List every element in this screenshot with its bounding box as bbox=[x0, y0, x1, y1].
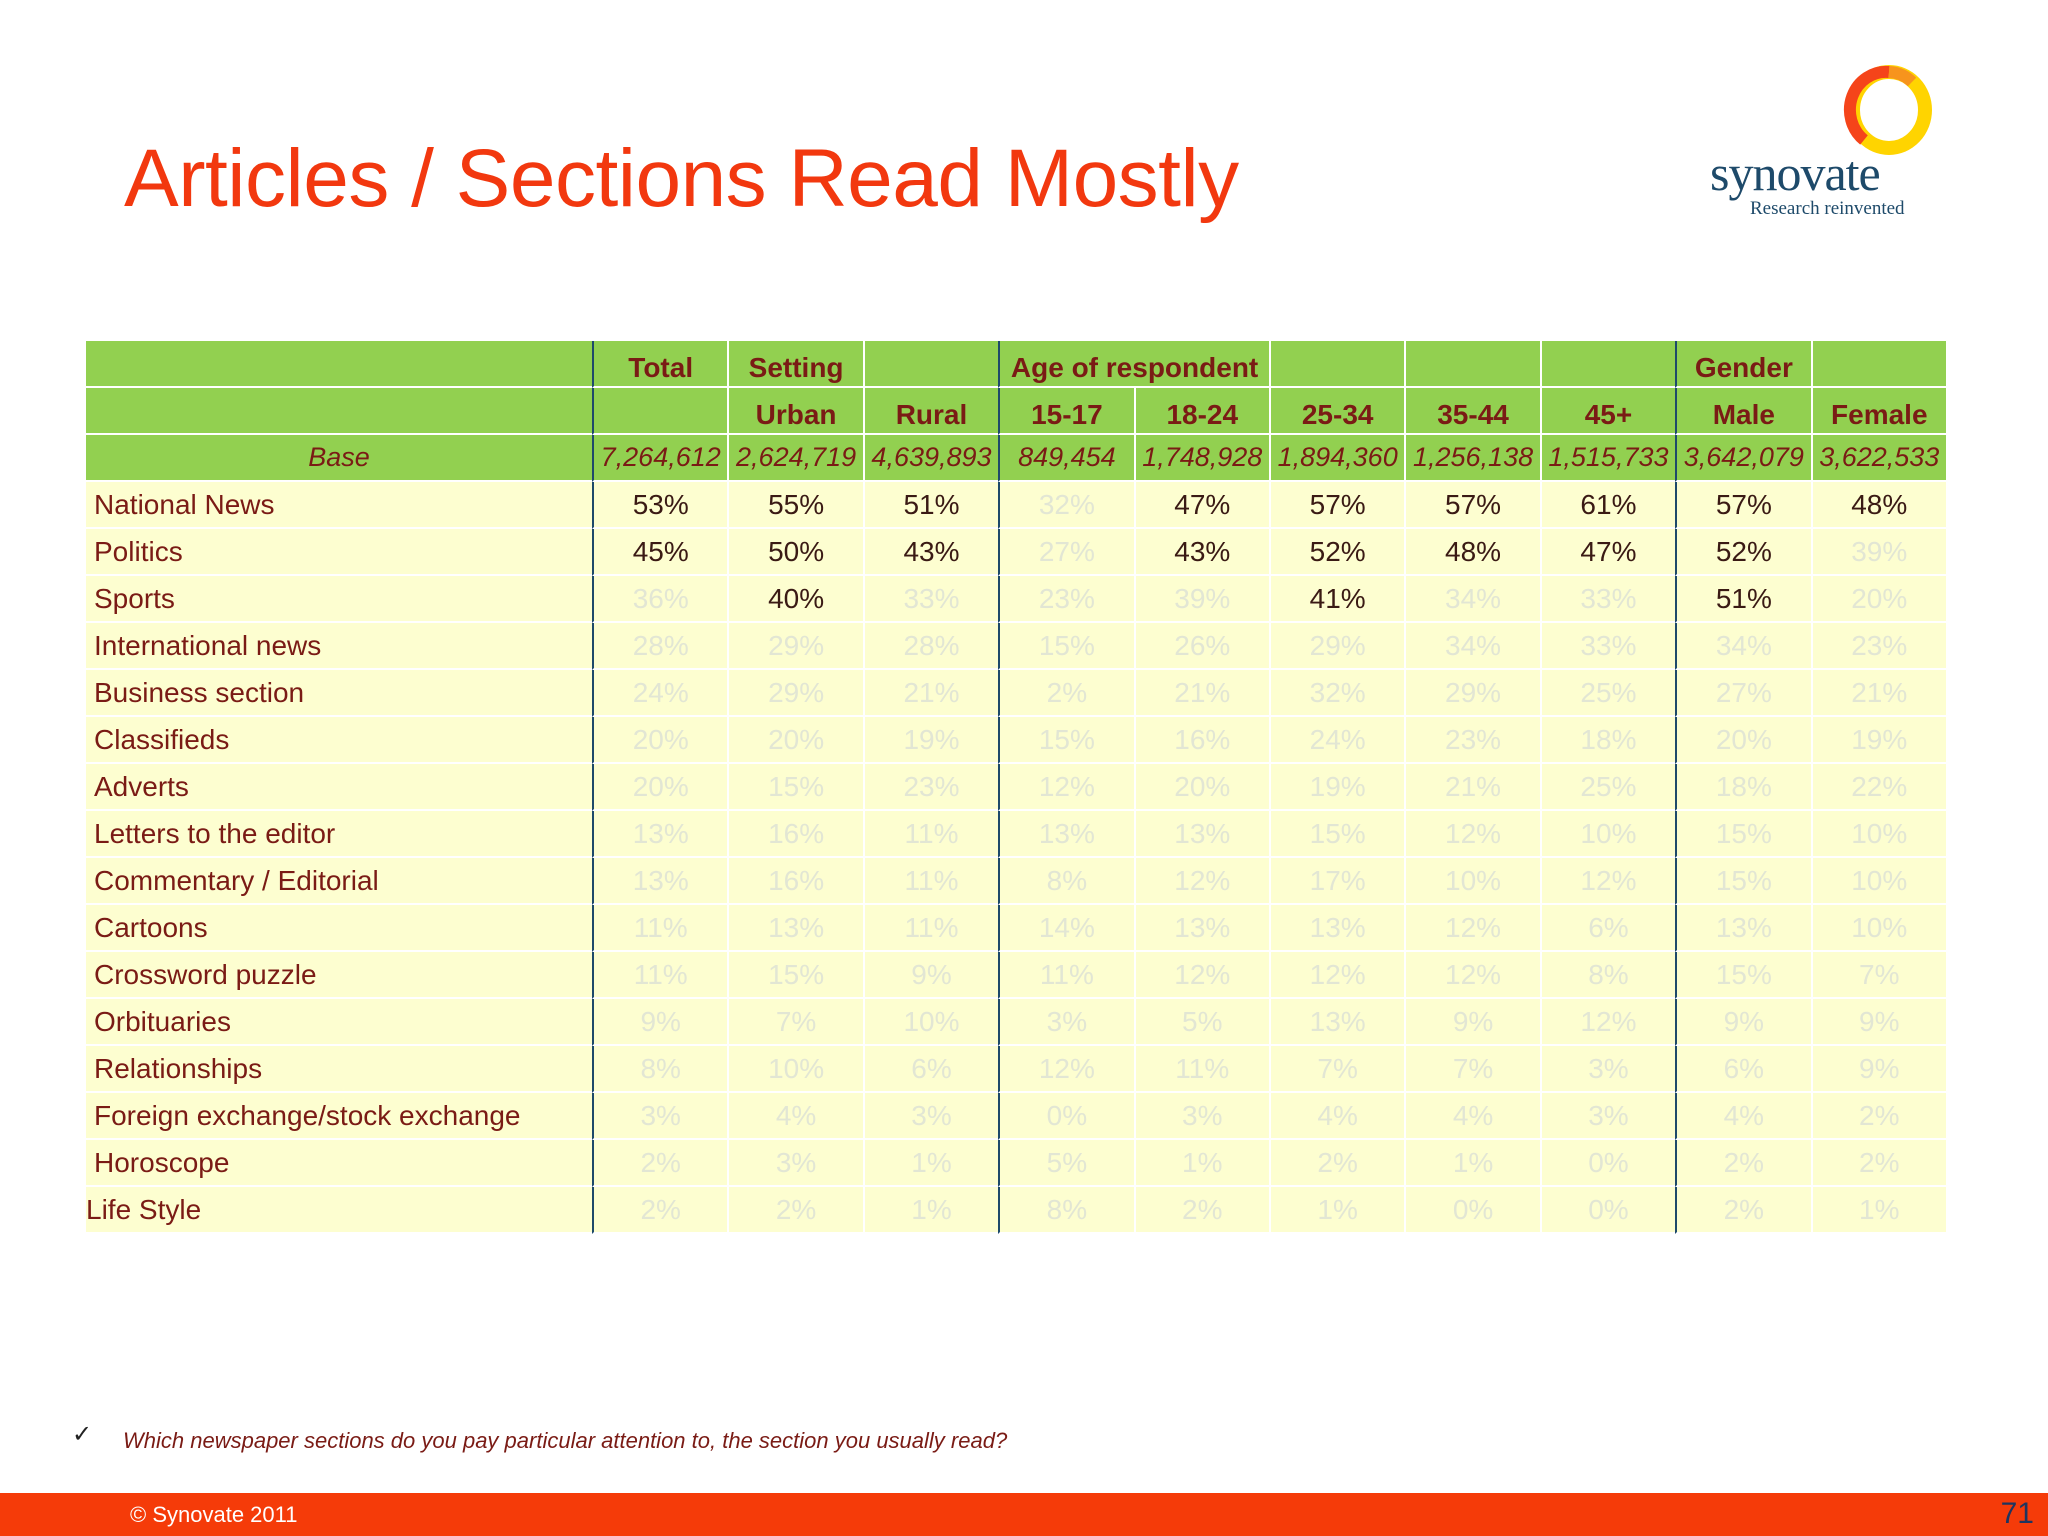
table-cell: 20% bbox=[592, 717, 727, 764]
table-cell: 15% bbox=[1269, 811, 1404, 858]
table-cell: 28% bbox=[863, 623, 998, 670]
table-cell: 4% bbox=[1404, 1093, 1539, 1140]
table-cell: 2% bbox=[1811, 1093, 1946, 1140]
table-cell: 9% bbox=[863, 952, 998, 999]
table-cell: 1% bbox=[1404, 1140, 1539, 1187]
table-cell: 12% bbox=[1404, 811, 1539, 858]
table-cell: 13% bbox=[1134, 811, 1269, 858]
group-header-cell: Age of respondent bbox=[998, 341, 1269, 388]
row-label: Sports bbox=[86, 576, 592, 623]
table-cell: 6% bbox=[1675, 1046, 1810, 1093]
table-cell: 21% bbox=[1134, 670, 1269, 717]
table-cell: 47% bbox=[1134, 482, 1269, 529]
row-label: National News bbox=[86, 482, 592, 529]
table-cell: 52% bbox=[1269, 529, 1404, 576]
table-cell: 23% bbox=[863, 764, 998, 811]
group-header-cell bbox=[1404, 341, 1539, 388]
table-cell: 5% bbox=[998, 1140, 1133, 1187]
synovate-logo bbox=[1700, 60, 1940, 230]
base-row bbox=[86, 435, 1946, 482]
logo-wordmark: synovate bbox=[1710, 145, 1880, 201]
table-cell: 45% bbox=[592, 529, 727, 576]
row-label: Adverts bbox=[86, 764, 592, 811]
table-cell: 4% bbox=[1675, 1093, 1810, 1140]
table-cell: 48% bbox=[1404, 529, 1539, 576]
group-header-cell bbox=[863, 341, 998, 388]
table-row bbox=[86, 1046, 1946, 1093]
table-row bbox=[86, 482, 1946, 529]
table-cell: 10% bbox=[863, 999, 998, 1046]
sub-header-cell bbox=[592, 388, 727, 435]
table-cell: 39% bbox=[1134, 576, 1269, 623]
table-cell: 12% bbox=[1540, 999, 1675, 1046]
table-cell: 41% bbox=[1269, 576, 1404, 623]
table-cell: 9% bbox=[1404, 999, 1539, 1046]
table-cell: 13% bbox=[592, 811, 727, 858]
table-cell: 0% bbox=[1540, 1187, 1675, 1234]
sub-header-cell: 18-24 bbox=[1134, 388, 1269, 435]
table-cell: 7% bbox=[1269, 1046, 1404, 1093]
table-cell: 33% bbox=[1540, 623, 1675, 670]
table-cell: 57% bbox=[1269, 482, 1404, 529]
table-cell: 10% bbox=[1404, 858, 1539, 905]
table-cell: 9% bbox=[1811, 1046, 1946, 1093]
table-row bbox=[86, 952, 1946, 999]
table-cell: 13% bbox=[998, 811, 1133, 858]
row-label: Commentary / Editorial bbox=[86, 858, 592, 905]
row-label: Letters to the editor bbox=[86, 811, 592, 858]
table-cell: 1% bbox=[1811, 1187, 1946, 1234]
table-cell: 61% bbox=[1540, 482, 1675, 529]
table-row bbox=[86, 858, 1946, 905]
table-cell: 32% bbox=[998, 482, 1133, 529]
table-body bbox=[86, 482, 1946, 1234]
base-value: 3,642,079 bbox=[1675, 435, 1810, 482]
table-cell: 29% bbox=[727, 670, 862, 717]
table-cell: 6% bbox=[1540, 905, 1675, 952]
group-header-cell: Total bbox=[592, 341, 727, 388]
table-cell: 57% bbox=[1675, 482, 1810, 529]
table-cell: 23% bbox=[1811, 623, 1946, 670]
table-cell: 15% bbox=[998, 623, 1133, 670]
table-cell: 8% bbox=[998, 858, 1133, 905]
table-cell: 11% bbox=[592, 905, 727, 952]
table-cell: 26% bbox=[1134, 623, 1269, 670]
row-label: Cartoons bbox=[86, 905, 592, 952]
table-cell: 23% bbox=[1404, 717, 1539, 764]
table-cell: 51% bbox=[1675, 576, 1810, 623]
table-cell: 0% bbox=[1404, 1187, 1539, 1234]
page-title: Articles / Sections Read Mostly bbox=[124, 133, 1239, 224]
table-cell: 19% bbox=[1269, 764, 1404, 811]
table-cell: 12% bbox=[1404, 905, 1539, 952]
table-cell: 2% bbox=[998, 670, 1133, 717]
table-cell: 40% bbox=[727, 576, 862, 623]
table-cell: 32% bbox=[1269, 670, 1404, 717]
sub-header-cell: Rural bbox=[863, 388, 998, 435]
group-header-row bbox=[86, 341, 1946, 388]
table-cell: 16% bbox=[1134, 717, 1269, 764]
table-cell: 20% bbox=[1134, 764, 1269, 811]
table-cell: 2% bbox=[592, 1140, 727, 1187]
footer-bar bbox=[0, 1493, 2048, 1536]
base-value: 7,264,612 bbox=[592, 435, 727, 482]
table-cell: 12% bbox=[1134, 952, 1269, 999]
table-cell: 29% bbox=[727, 623, 862, 670]
table-cell: 24% bbox=[1269, 717, 1404, 764]
table-cell: 11% bbox=[1134, 1046, 1269, 1093]
table-cell: 15% bbox=[998, 717, 1133, 764]
table-cell: 29% bbox=[1404, 670, 1539, 717]
table-cell: 15% bbox=[1675, 952, 1810, 999]
table-cell: 3% bbox=[727, 1140, 862, 1187]
row-label: Foreign exchange/stock exchange bbox=[86, 1093, 592, 1140]
results-table bbox=[86, 341, 1946, 1234]
table-cell: 3% bbox=[998, 999, 1133, 1046]
table-cell: 19% bbox=[1811, 717, 1946, 764]
table-cell: 13% bbox=[1675, 905, 1810, 952]
table-cell: 0% bbox=[998, 1093, 1133, 1140]
table-cell: 1% bbox=[863, 1140, 998, 1187]
checkmark-icon: ✓ bbox=[72, 1421, 93, 1448]
table-cell: 18% bbox=[1540, 717, 1675, 764]
table-cell: 8% bbox=[1540, 952, 1675, 999]
row-label: Crossword puzzle bbox=[86, 952, 592, 999]
table-cell: 1% bbox=[1134, 1140, 1269, 1187]
question-note: Which newspaper sections do you pay particular attention to, the section you usually read? bbox=[123, 1428, 1008, 1453]
table-cell: 8% bbox=[998, 1187, 1133, 1234]
table-cell: 57% bbox=[1404, 482, 1539, 529]
table-cell: 1% bbox=[863, 1187, 998, 1234]
table-cell: 2% bbox=[1675, 1187, 1810, 1234]
table-cell: 25% bbox=[1540, 670, 1675, 717]
table-cell: 12% bbox=[1404, 952, 1539, 999]
table-cell: 11% bbox=[998, 952, 1133, 999]
table-cell: 3% bbox=[1540, 1093, 1675, 1140]
table-cell: 47% bbox=[1540, 529, 1675, 576]
table-cell: 23% bbox=[998, 576, 1133, 623]
sub-header-cell: 35-44 bbox=[1404, 388, 1539, 435]
table-cell: 48% bbox=[1811, 482, 1946, 529]
base-label: Base bbox=[86, 435, 592, 482]
table-cell: 7% bbox=[1811, 952, 1946, 999]
base-value: 1,256,138 bbox=[1404, 435, 1539, 482]
table-cell: 10% bbox=[1811, 905, 1946, 952]
row-label: Life Style bbox=[86, 1187, 592, 1234]
table-cell: 4% bbox=[727, 1093, 862, 1140]
row-label: Relationships bbox=[86, 1046, 592, 1093]
table-cell: 2% bbox=[1675, 1140, 1810, 1187]
table-cell: 34% bbox=[1675, 623, 1810, 670]
base-value: 1,894,360 bbox=[1269, 435, 1404, 482]
table-cell: 2% bbox=[592, 1187, 727, 1234]
table-cell: 12% bbox=[1269, 952, 1404, 999]
table-cell: 6% bbox=[863, 1046, 998, 1093]
base-value: 1,748,928 bbox=[1134, 435, 1269, 482]
table-cell: 2% bbox=[1811, 1140, 1946, 1187]
table-cell: 33% bbox=[1540, 576, 1675, 623]
table-cell: 34% bbox=[1404, 623, 1539, 670]
table-cell: 27% bbox=[1675, 670, 1810, 717]
table-cell: 39% bbox=[1811, 529, 1946, 576]
table-cell: 20% bbox=[1811, 576, 1946, 623]
table-cell: 16% bbox=[727, 858, 862, 905]
table-cell: 15% bbox=[1675, 811, 1810, 858]
sub-header-cell: 45+ bbox=[1540, 388, 1675, 435]
group-header-cell: Setting bbox=[727, 341, 862, 388]
table-cell: 18% bbox=[1675, 764, 1810, 811]
table-cell: 11% bbox=[592, 952, 727, 999]
table-row bbox=[86, 529, 1946, 576]
row-label: Orbituaries bbox=[86, 999, 592, 1046]
table-cell: 11% bbox=[863, 811, 998, 858]
table-cell: 2% bbox=[1134, 1187, 1269, 1234]
table-cell: 3% bbox=[1540, 1046, 1675, 1093]
table-cell: 2% bbox=[1269, 1140, 1404, 1187]
table-cell: 19% bbox=[863, 717, 998, 764]
table-cell: 9% bbox=[592, 999, 727, 1046]
table-cell: 20% bbox=[1675, 717, 1810, 764]
table-cell: 15% bbox=[727, 764, 862, 811]
table-cell: 5% bbox=[1134, 999, 1269, 1046]
table-cell: 8% bbox=[592, 1046, 727, 1093]
table-cell: 13% bbox=[592, 858, 727, 905]
table-cell: 51% bbox=[863, 482, 998, 529]
table-cell: 13% bbox=[1269, 905, 1404, 952]
table-cell: 28% bbox=[592, 623, 727, 670]
table-cell: 50% bbox=[727, 529, 862, 576]
table-row bbox=[86, 1187, 1946, 1234]
table-cell: 24% bbox=[592, 670, 727, 717]
base-value: 2,624,719 bbox=[727, 435, 862, 482]
base-value: 4,639,893 bbox=[863, 435, 998, 482]
table-row bbox=[86, 811, 1946, 858]
table-cell: 55% bbox=[727, 482, 862, 529]
table-cell: 43% bbox=[1134, 529, 1269, 576]
table-row bbox=[86, 905, 1946, 952]
table-row bbox=[86, 670, 1946, 717]
table-cell: 21% bbox=[1404, 764, 1539, 811]
sub-header-cell: 25-34 bbox=[1269, 388, 1404, 435]
group-header-cell bbox=[1540, 341, 1675, 388]
table-cell: 10% bbox=[727, 1046, 862, 1093]
table-cell: 10% bbox=[1811, 811, 1946, 858]
table-cell: 9% bbox=[1675, 999, 1810, 1046]
table-cell: 22% bbox=[1811, 764, 1946, 811]
sub-header-row bbox=[86, 388, 1946, 435]
base-value: 1,515,733 bbox=[1540, 435, 1675, 482]
table-cell: 9% bbox=[1811, 999, 1946, 1046]
table-cell: 27% bbox=[998, 529, 1133, 576]
base-value: 849,454 bbox=[998, 435, 1133, 482]
row-label: Classifieds bbox=[86, 717, 592, 764]
sub-header-cell: Urban bbox=[727, 388, 862, 435]
table-cell: 15% bbox=[727, 952, 862, 999]
table-cell: 34% bbox=[1404, 576, 1539, 623]
row-label: Politics bbox=[86, 529, 592, 576]
row-label: Business section bbox=[86, 670, 592, 717]
table-row bbox=[86, 1140, 1946, 1187]
table-row bbox=[86, 717, 1946, 764]
table-cell: 3% bbox=[863, 1093, 998, 1140]
group-header-cell bbox=[1811, 341, 1946, 388]
table-cell: 10% bbox=[1811, 858, 1946, 905]
sub-header-cell bbox=[86, 388, 592, 435]
table-cell: 29% bbox=[1269, 623, 1404, 670]
table-cell: 4% bbox=[1269, 1093, 1404, 1140]
table-cell: 7% bbox=[1404, 1046, 1539, 1093]
row-label: International news bbox=[86, 623, 592, 670]
table-cell: 1% bbox=[1269, 1187, 1404, 1234]
table-cell: 20% bbox=[727, 717, 862, 764]
table-cell: 13% bbox=[727, 905, 862, 952]
table-row bbox=[86, 623, 1946, 670]
row-label: Horoscope bbox=[86, 1140, 592, 1187]
group-header-cell bbox=[1269, 341, 1404, 388]
table-cell: 25% bbox=[1540, 764, 1675, 811]
table-cell: 21% bbox=[1811, 670, 1946, 717]
table-cell: 12% bbox=[1134, 858, 1269, 905]
page-number: 71 bbox=[2000, 1497, 2034, 1530]
table-cell: 36% bbox=[592, 576, 727, 623]
table-cell: 52% bbox=[1675, 529, 1810, 576]
table-row bbox=[86, 764, 1946, 811]
table-row bbox=[86, 1093, 1946, 1140]
table-cell: 33% bbox=[863, 576, 998, 623]
table-row bbox=[86, 999, 1946, 1046]
table-cell: 11% bbox=[863, 905, 998, 952]
table-cell: 53% bbox=[592, 482, 727, 529]
table-cell: 15% bbox=[1675, 858, 1810, 905]
table-cell: 10% bbox=[1540, 811, 1675, 858]
copyright: © Synovate 2011 bbox=[130, 1502, 298, 1527]
table-cell: 12% bbox=[1540, 858, 1675, 905]
table-cell: 16% bbox=[727, 811, 862, 858]
table-cell: 13% bbox=[1269, 999, 1404, 1046]
table-cell: 21% bbox=[863, 670, 998, 717]
table-cell: 14% bbox=[998, 905, 1133, 952]
table-cell: 3% bbox=[1134, 1093, 1269, 1140]
table-cell: 20% bbox=[592, 764, 727, 811]
table-cell: 12% bbox=[998, 1046, 1133, 1093]
table-cell: 2% bbox=[727, 1187, 862, 1234]
group-header-cell: Gender bbox=[1675, 341, 1810, 388]
table-cell: 11% bbox=[863, 858, 998, 905]
logo-tagline: Research reinvented bbox=[1750, 198, 1905, 219]
header-corner bbox=[86, 341, 592, 388]
sub-header-cell: Female bbox=[1811, 388, 1946, 435]
base-value: 3,622,533 bbox=[1811, 435, 1946, 482]
table-cell: 12% bbox=[998, 764, 1133, 811]
table-cell: 17% bbox=[1269, 858, 1404, 905]
table-cell: 0% bbox=[1540, 1140, 1675, 1187]
sub-header-cell: 15-17 bbox=[998, 388, 1133, 435]
table-cell: 13% bbox=[1134, 905, 1269, 952]
table-cell: 3% bbox=[592, 1093, 727, 1140]
sub-header-cell: Male bbox=[1675, 388, 1810, 435]
table-cell: 43% bbox=[863, 529, 998, 576]
table-row bbox=[86, 576, 1946, 623]
table-cell: 7% bbox=[727, 999, 862, 1046]
